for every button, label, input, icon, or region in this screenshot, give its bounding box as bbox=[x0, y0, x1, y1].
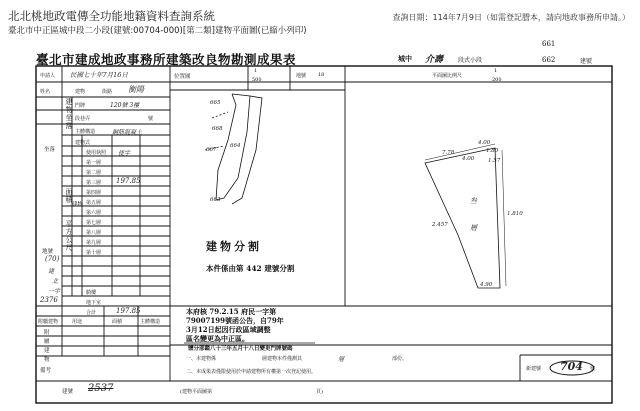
plan-scale-top: 1 bbox=[494, 68, 498, 74]
floor-dim-1: 7.78 bbox=[442, 150, 455, 156]
build-no-label: 建號 bbox=[580, 58, 593, 65]
footer-plan-end: 頁) bbox=[316, 389, 323, 395]
address-label-2: 門牌 bbox=[75, 103, 86, 109]
hand-note-north: 北 bbox=[52, 278, 59, 285]
split-title: 建物分割 bbox=[206, 240, 262, 253]
footer-plan: (建物平面圖第 bbox=[180, 389, 212, 395]
address-label-5: 號 bbox=[148, 116, 154, 122]
floor-row-1: 第一層 bbox=[86, 160, 102, 166]
floor-dim-6: 1.810 bbox=[507, 211, 523, 217]
street-name: 衡陽 bbox=[128, 85, 144, 94]
floor-row-7: 第七層 bbox=[86, 220, 102, 226]
location-dim-3: 664 bbox=[230, 143, 241, 149]
floor-dim-8: 4.90 bbox=[480, 282, 493, 288]
floor-dim-4: 1.57 bbox=[488, 158, 501, 164]
number-bottom: 662 bbox=[542, 56, 556, 64]
query-date: 查詢日期：114年7月9日（如需登記謄本，請向地政事務所申請。） bbox=[392, 13, 630, 22]
note-1: 一、本建物係 bbox=[186, 356, 217, 362]
attached-vert-1: 附 bbox=[44, 330, 50, 336]
location-dim-1: 665 bbox=[210, 100, 221, 106]
location-dim-5: 663 bbox=[210, 197, 221, 203]
floors-label: 使用執照 bbox=[86, 150, 107, 156]
structure-label: 主體構造 bbox=[75, 129, 96, 135]
attached-vert-2: 屬 bbox=[44, 339, 50, 345]
area-sum: 197.85 bbox=[116, 307, 141, 315]
vertical-label-area: 面積 bbox=[65, 188, 73, 204]
location-side-label: 坐落 bbox=[44, 147, 56, 153]
footer-number: 2537 bbox=[88, 383, 114, 394]
attached-label: 附屬建物 bbox=[38, 319, 59, 325]
stamp-bottom: 鹽分部鑑八十三年五月十八日變更門牌號碼 bbox=[188, 346, 293, 352]
floor-row-6: 第六層 bbox=[86, 210, 102, 216]
new-build-suffix: 號 bbox=[590, 366, 596, 372]
house-number: 120號 3樓 bbox=[110, 102, 140, 109]
applicant-date: 民國七十年7月16日 bbox=[70, 71, 128, 79]
stamp-line-1: 本府核 79.2.15 府民一字第 bbox=[186, 307, 277, 316]
hand-note-year: (70) bbox=[45, 255, 60, 263]
address-label-1: 建物 bbox=[75, 89, 86, 95]
floor-row-8: 第八層 bbox=[86, 230, 102, 236]
subsection-label: 段式小段 bbox=[458, 57, 483, 64]
floor-label-b: 層 bbox=[470, 224, 477, 232]
floor3-area: 197.85 bbox=[116, 177, 141, 185]
remarks-label: 備考 bbox=[40, 368, 52, 374]
stamp-line-3: 3月12日起因行政區域調整 bbox=[186, 325, 271, 334]
floor-dim-2: 4.00 bbox=[478, 140, 491, 146]
owner-label: 姓名 bbox=[40, 89, 51, 95]
floor-row-5: 第五層 bbox=[86, 200, 102, 206]
location-dim-4: 667 bbox=[206, 147, 217, 153]
vertical-label-unit: 平方公尺 bbox=[65, 220, 73, 252]
plan-scale-bottom: 200 bbox=[492, 77, 502, 83]
note-2: 二、本成果表僅限使用於申請建物所有權第一次登記使用。 bbox=[186, 369, 317, 375]
floor-row-9: 第九層 bbox=[86, 240, 102, 246]
note-1c: 層 bbox=[338, 356, 345, 363]
note-1b: 層建物本件僅測其 bbox=[262, 356, 303, 362]
location-scale-bottom: 500 bbox=[252, 77, 262, 83]
building-side-label: 建物 bbox=[72, 202, 84, 208]
section-name: 介壽 bbox=[425, 55, 444, 65]
address-label-4: 段巷弄 bbox=[75, 116, 91, 122]
lot-side-label: 地號 bbox=[42, 249, 54, 255]
location-page-label: 地號 bbox=[296, 73, 307, 79]
location-dim-2: 668 bbox=[212, 126, 223, 132]
new-build-label: 新建號 bbox=[526, 366, 542, 372]
floor-dim-3: 4.00 bbox=[462, 156, 475, 162]
balcony-label: 騎樓 bbox=[86, 290, 97, 296]
address-label-3: 街路 bbox=[102, 89, 113, 95]
area-sum-label: 合計 bbox=[86, 310, 97, 316]
hand-note-word: 一字 bbox=[48, 288, 61, 295]
note-1d: 部份。 bbox=[392, 356, 408, 362]
building-type: 建物式 bbox=[75, 140, 91, 146]
district-label: 城中 bbox=[398, 54, 412, 63]
document-subtitle: 臺北市中正區城中段二小段(建號:00704-000)[第二類]建物平面圖(已縮小列印) bbox=[8, 26, 307, 36]
stamp-line-2: 79007199號函公告，自79年 bbox=[186, 316, 284, 325]
document-title: 臺北市建成地政事務所建築改良物勘測成果表 bbox=[36, 52, 297, 67]
hand-note-build: 建 bbox=[48, 268, 55, 275]
number-top: 661 bbox=[542, 40, 556, 48]
floor-dim-5: 1.80 bbox=[486, 148, 499, 154]
new-build-number: 704 bbox=[560, 360, 583, 373]
basement-label: 地下室 bbox=[86, 300, 102, 306]
floor-dim-7: 2.457 bbox=[432, 222, 448, 228]
footer-label: 建號 bbox=[62, 389, 74, 395]
applicant-label: 申請人 bbox=[40, 73, 56, 79]
attached-vert-3: 建 bbox=[44, 348, 50, 354]
structure-value: 鋼筋混凝土 bbox=[112, 129, 143, 136]
floor-row-3: 第三層 bbox=[86, 180, 102, 186]
split-note: 本件係由第 442 建號分割 bbox=[206, 264, 295, 273]
floors-value: 使字 bbox=[118, 150, 131, 157]
location-page: 18 bbox=[318, 72, 325, 78]
attached-col-area: 面積 bbox=[112, 319, 123, 325]
hand-note-number: 2376 bbox=[40, 296, 58, 304]
attached-vert-4: 物 bbox=[44, 357, 50, 363]
floor-row-10: 第十層 bbox=[86, 250, 102, 256]
stamp-line-4: 區名變更為中正區。 bbox=[186, 334, 249, 343]
attached-col-structure: 主體構造 bbox=[140, 319, 161, 325]
plan-scale-label: 平面圖比例尺 bbox=[432, 73, 463, 79]
vertical-label-location: 建物坐落 bbox=[65, 98, 73, 130]
floor-row-2: 第二層 bbox=[86, 170, 102, 176]
system-title: 北北桃地政電傳全功能地籍資料查詢系統 bbox=[8, 9, 215, 23]
floor-row-4: 第四層 bbox=[86, 190, 102, 196]
location-scale-top: 1 bbox=[254, 68, 258, 74]
floor-label-a: 叁 bbox=[470, 197, 477, 205]
location-plan-label: 位置圖 bbox=[174, 74, 191, 80]
attached-col-use: 用途 bbox=[72, 319, 83, 325]
